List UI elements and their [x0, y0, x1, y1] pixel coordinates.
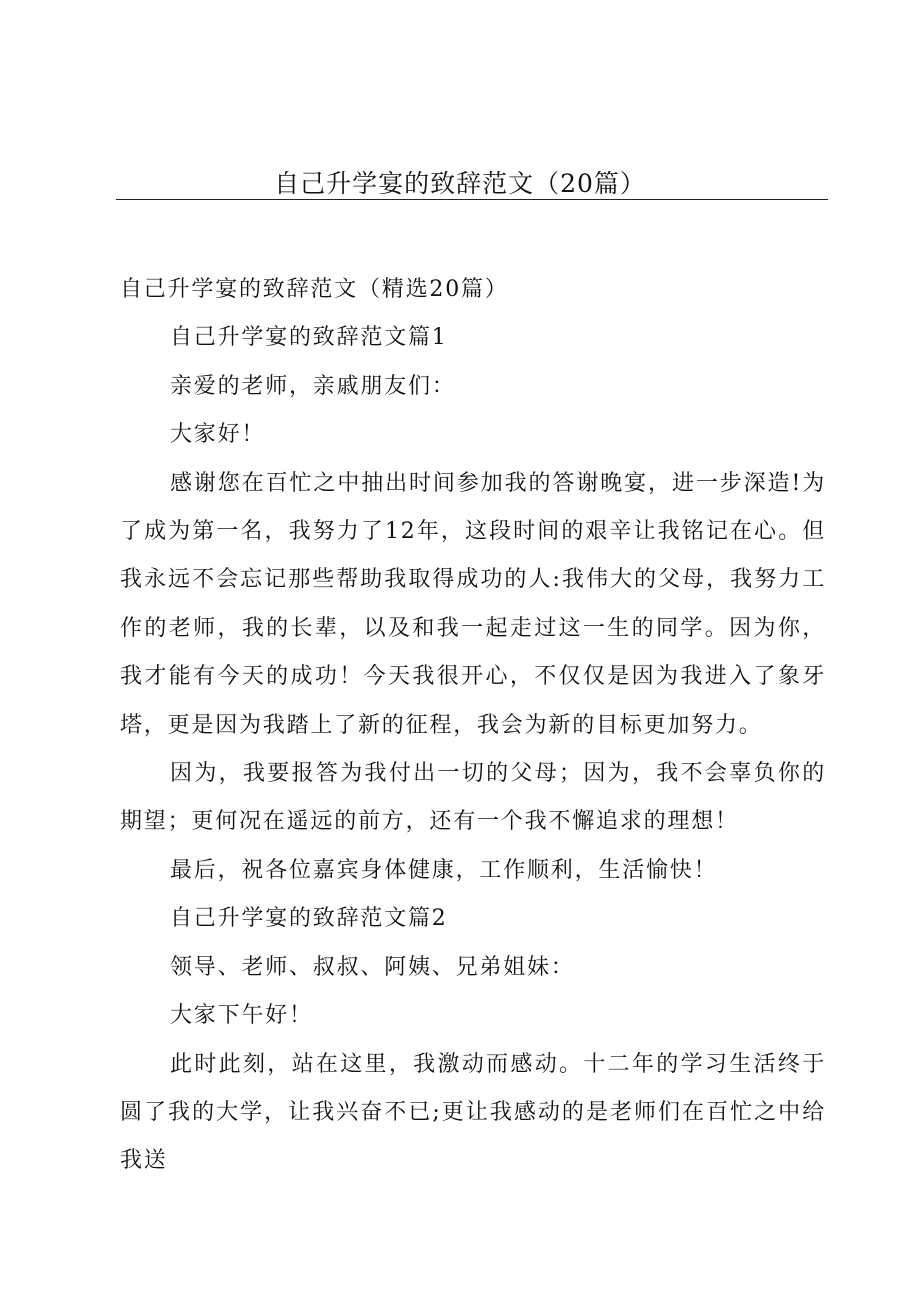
greeting-paragraph: 大家下午好！: [170, 1003, 313, 1029]
salutation-paragraph: 领导、老师、叔叔、阿姨、兄弟姐妹：: [170, 954, 575, 980]
title-underline: [116, 199, 828, 200]
document-title: 自己升学宴的致辞范文（20篇）: [274, 169, 646, 198]
greeting-paragraph: 大家好！: [170, 422, 266, 448]
section-heading-2: 自己升学宴的致辞范文篇2: [170, 906, 448, 932]
salutation-paragraph: 亲爱的老师，亲戚朋友们：: [170, 373, 456, 399]
document-body: [120, 266, 826, 1186]
closing-paragraph: 最后，祝各位嘉宾身体健康，工作顺利，生活愉快！: [170, 857, 718, 883]
section-heading-1: 自己升学宴的致辞范文篇1: [170, 325, 448, 351]
body-paragraph: 因为，我要报答为我付出一切的父母；因为，我不会辜负你的期望；更何况在遥远的前方，还有一个我不懈追求的理想！: [120, 761, 826, 835]
subtitle-paragraph: 自己升学宴的致辞范文（精选20篇）: [120, 277, 509, 302]
body-paragraph: 感谢您在百忙之中抽出时间参加我的答谢晚宴，进一步深造!为了成为第一名，我努力了12年，这段时间的艰辛让我铭记在心。但我永远不会忘记那些帮助我取得成功的人:我伟大的父母，我努力工作的老师，我的长辈，以及和我一起走过这一生的同学。因为你，我才能有今天的成功！今天我很开心，不仅仅是因为我进入了象牙塔，更是因为我踏上了新的征程，我会为新的目标更加努力。: [120, 470, 826, 738]
body-paragraph: 此时此刻，站在这里，我激动而感动。十二年的学习生活终于圆了我的大学，让我兴奋不已;更让我感动的是老师们在百忙之中给我送: [120, 1051, 826, 1174]
